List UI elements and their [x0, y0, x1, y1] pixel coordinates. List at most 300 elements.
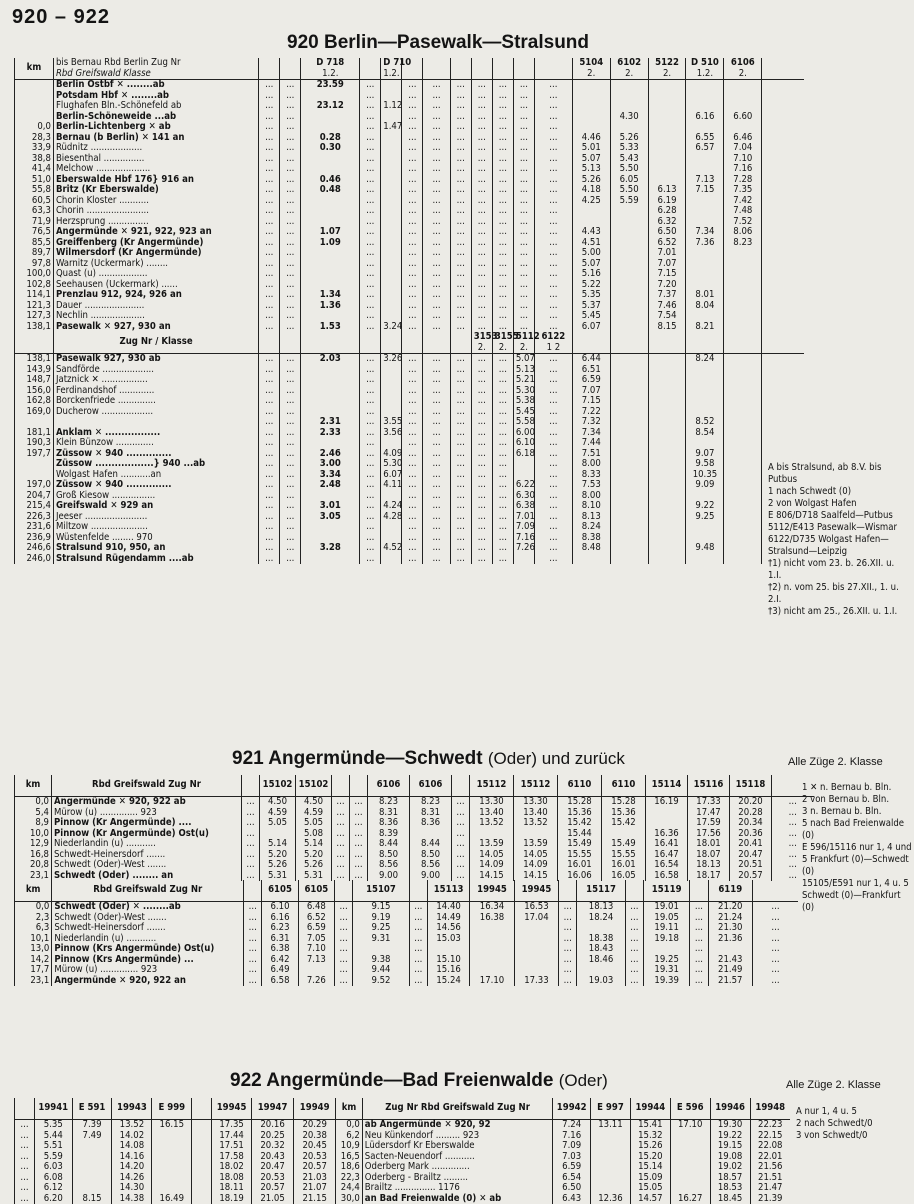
- time-cell: ...: [513, 311, 534, 322]
- time-cell: [724, 91, 762, 102]
- time-cell: ...: [259, 91, 280, 102]
- station-cell: Pasewalk ✕ 927, 930 an: [53, 322, 258, 333]
- time-cell: 8.31: [410, 808, 452, 819]
- time-cell: ...: [259, 269, 280, 280]
- time-cell: ...: [471, 543, 492, 554]
- time-cell: [724, 438, 762, 449]
- station-cell: Anklam ✕ .................: [53, 428, 258, 439]
- time-cell: [648, 396, 686, 407]
- time-cell: 5.20: [296, 850, 332, 861]
- time-cell: ...: [471, 533, 492, 544]
- station-cell: Pinnow (Krs Angermünde) ...: [52, 955, 244, 966]
- time-cell: [301, 522, 360, 533]
- table-921-title: [232, 748, 625, 770]
- time-cell: ...: [471, 269, 492, 280]
- time-cell: 7.54: [648, 311, 686, 322]
- train-class: 2.: [651, 69, 684, 80]
- time-cell: 15.05: [630, 1183, 670, 1194]
- time-cell: [572, 101, 610, 112]
- timetable-row: [15, 438, 805, 449]
- time-cell: ...: [450, 470, 471, 481]
- time-cell: ...: [450, 280, 471, 291]
- time-cell: [610, 459, 648, 470]
- time-cell: 16.34: [470, 902, 514, 913]
- time-cell: 6.48: [298, 902, 334, 913]
- train-number-cell: [492, 58, 513, 80]
- time-cell: ...: [513, 91, 534, 102]
- train-number-cell: [559, 880, 577, 902]
- time-cell: ...: [280, 407, 301, 418]
- km-cell: 28,3: [15, 133, 54, 144]
- time-cell: ...: [559, 934, 577, 945]
- station-cell: Herzsprung ...............: [53, 217, 258, 228]
- time-cell: ...: [280, 206, 301, 217]
- time-cell: 16.27: [670, 1194, 710, 1204]
- time-cell: [301, 122, 360, 133]
- time-cell: ...: [242, 850, 260, 861]
- time-cell: 8.36: [410, 818, 452, 829]
- train-number-cell: 15118: [730, 775, 772, 797]
- time-cell: [724, 259, 762, 270]
- time-cell: ...: [450, 365, 471, 376]
- time-cell: [610, 396, 648, 407]
- time-cell: ...: [360, 227, 381, 238]
- time-cell: ...: [360, 80, 381, 91]
- time-cell: ...: [625, 934, 643, 945]
- time-cell: ...: [360, 470, 381, 481]
- station-cell: [53, 417, 258, 428]
- time-cell: 1.36: [301, 301, 360, 312]
- time-cell: ...: [280, 280, 301, 291]
- time-cell: 13.52: [514, 818, 558, 829]
- time-cell: [572, 206, 610, 217]
- time-cell: 14.09: [514, 860, 558, 871]
- time-cell: [610, 470, 648, 481]
- km-cell: 121,3: [15, 301, 54, 312]
- km-cell: 63,3: [15, 206, 54, 217]
- time-cell: ...: [360, 491, 381, 502]
- time-cell: [152, 1152, 192, 1163]
- time-cell: [610, 449, 648, 460]
- km-cell: 12,9: [15, 839, 52, 850]
- train-number-cell: [686, 58, 724, 80]
- time-cell: [152, 1141, 192, 1152]
- km-cell: 17,7: [15, 965, 52, 976]
- time-cell: 9.48: [686, 543, 724, 554]
- time-cell: [381, 185, 402, 196]
- time-cell: ...: [513, 217, 534, 228]
- time-cell: [381, 522, 402, 533]
- time-cell: ...: [450, 438, 471, 449]
- train-number-cell: 19945: [470, 880, 514, 902]
- time-cell: ...: [423, 143, 450, 154]
- time-cell: [762, 133, 804, 144]
- time-cell: ...: [409, 902, 427, 913]
- time-cell: ...: [280, 248, 301, 259]
- time-cell: ...: [450, 217, 471, 228]
- time-cell: 6.43: [553, 1194, 591, 1204]
- time-cell: [572, 80, 610, 91]
- time-cell: 7.51: [572, 449, 610, 460]
- time-cell: ...: [423, 217, 450, 228]
- time-cell: [610, 217, 648, 228]
- time-cell: 5.08: [296, 829, 332, 840]
- station-cell: Schwedt (Oder) ✕ ........ab: [52, 902, 244, 913]
- time-cell: 19.05: [643, 913, 689, 924]
- time-cell: ...: [259, 290, 280, 301]
- time-cell: ...: [402, 311, 423, 322]
- time-cell: ...: [492, 396, 513, 407]
- time-cell: 1.12: [381, 101, 402, 112]
- time-cell: [610, 543, 648, 554]
- time-cell: ...: [625, 902, 643, 913]
- time-cell: ...: [534, 438, 572, 449]
- station-cell: Chorin .......................: [53, 206, 258, 217]
- time-cell: ...: [471, 322, 492, 333]
- time-cell: 16.19: [646, 797, 688, 808]
- time-cell: 3.26: [381, 354, 402, 365]
- time-cell: [724, 375, 762, 386]
- table-922-title-tail: (Oder): [559, 1071, 608, 1090]
- time-cell: ...: [335, 955, 353, 966]
- time-cell: 8.44: [410, 839, 452, 850]
- station-cell: Schwedt (Oder)-West .......: [52, 913, 244, 924]
- time-cell: [470, 944, 514, 955]
- train-number-cell: [402, 332, 423, 354]
- time-cell: ...: [452, 829, 470, 840]
- time-cell: 8.00: [572, 491, 610, 502]
- station-cell: Pasewalk 927, 930 ab: [53, 354, 258, 365]
- time-cell: ...: [402, 206, 423, 217]
- time-cell: ...: [559, 902, 577, 913]
- time-cell: [724, 122, 762, 133]
- time-cell: ...: [259, 396, 280, 407]
- time-cell: ...: [402, 217, 423, 228]
- timetable-row: [15, 1120, 791, 1131]
- time-cell: ...: [450, 101, 471, 112]
- km-cell: [15, 417, 54, 428]
- timetable-row: [15, 290, 805, 301]
- km-cell: 6,2: [336, 1131, 363, 1142]
- time-cell: 14.56: [427, 923, 469, 934]
- spacer: ...: [15, 1120, 35, 1131]
- time-cell: ...: [450, 112, 471, 123]
- train-number-cell: [423, 332, 450, 354]
- station-cell: Melchow ....................: [53, 164, 258, 175]
- time-cell: ...: [423, 227, 450, 238]
- time-cell: ...: [402, 533, 423, 544]
- time-cell: ...: [471, 396, 492, 407]
- time-cell: ...: [492, 512, 513, 523]
- train-number-cell: [534, 332, 572, 354]
- time-cell: 6.16: [686, 112, 724, 123]
- time-cell: ...: [534, 269, 572, 280]
- km-cell: 190,3: [15, 438, 54, 449]
- km-cell: 231,6: [15, 522, 54, 533]
- time-cell: [381, 554, 402, 565]
- time-cell: ...: [332, 871, 350, 882]
- time-cell: ...: [471, 449, 492, 460]
- train-number-cell: [471, 58, 492, 80]
- time-cell: [648, 459, 686, 470]
- time-cell: 3.05: [301, 512, 360, 523]
- time-cell: 5.07: [572, 154, 610, 165]
- station-cell: Schwedt (Oder)-West .......: [52, 860, 242, 871]
- time-cell: 14.38: [112, 1194, 152, 1204]
- time-cell: 20.57: [730, 871, 772, 882]
- time-cell: 5.30: [381, 459, 402, 470]
- time-cell: [610, 533, 648, 544]
- time-cell: [610, 322, 648, 333]
- train-number-cell: 6119: [708, 880, 752, 902]
- time-cell: ...: [360, 407, 381, 418]
- time-cell: ...: [423, 375, 450, 386]
- time-cell: 8.23: [368, 797, 410, 808]
- timetable-921-return: [14, 880, 798, 986]
- time-cell: [381, 133, 402, 144]
- time-cell: 4.52: [381, 543, 402, 554]
- footnote: A bis Stralsund, ab 8.V. bis Putbus: [768, 462, 908, 486]
- time-cell: ...: [280, 322, 301, 333]
- time-cell: [591, 1173, 631, 1184]
- time-cell: ...: [513, 227, 534, 238]
- time-cell: 18.24: [577, 913, 625, 924]
- time-cell: ...: [402, 227, 423, 238]
- time-cell: ...: [423, 301, 450, 312]
- time-cell: ...: [409, 944, 427, 955]
- time-cell: 2.03: [301, 354, 360, 365]
- time-cell: ...: [752, 923, 798, 934]
- station-cell: Berlin-Schöneweide ...ab: [53, 112, 258, 123]
- time-cell: ...: [423, 354, 450, 365]
- time-cell: ...: [450, 375, 471, 386]
- time-cell: [513, 459, 534, 470]
- time-cell: ...: [259, 259, 280, 270]
- timetable-row: [15, 206, 805, 217]
- time-cell: ...: [492, 554, 513, 565]
- train-number-cell: 19947: [252, 1098, 294, 1120]
- station-cell: Klein Bünzow ..............: [53, 438, 258, 449]
- time-cell: 9.58: [686, 459, 724, 470]
- time-cell: 8.52: [686, 417, 724, 428]
- time-cell: ...: [259, 248, 280, 259]
- time-cell: [762, 101, 804, 112]
- km-cell: 169,0: [15, 407, 54, 418]
- time-cell: ...: [690, 944, 708, 955]
- time-cell: 19.08: [710, 1152, 750, 1163]
- time-cell: 16.05: [602, 871, 646, 882]
- time-cell: 6.54: [553, 1173, 591, 1184]
- time-cell: ...: [409, 955, 427, 966]
- time-cell: 4.18: [572, 185, 610, 196]
- time-cell: ...: [360, 143, 381, 154]
- time-cell: ...: [259, 386, 280, 397]
- time-cell: ...: [492, 154, 513, 165]
- time-cell: 3.00: [301, 459, 360, 470]
- time-cell: ...: [534, 80, 572, 91]
- time-cell: ...: [471, 175, 492, 186]
- time-cell: ...: [534, 280, 572, 291]
- time-cell: ...: [534, 375, 572, 386]
- time-cell: [686, 375, 724, 386]
- train-number-cell: [381, 332, 402, 354]
- time-cell: ...: [450, 543, 471, 554]
- train-number-cell: 15102: [296, 775, 332, 797]
- train-number-cell: E 596: [670, 1098, 710, 1120]
- time-cell: ...: [471, 80, 492, 91]
- time-cell: ...: [402, 175, 423, 186]
- time-cell: ...: [534, 322, 572, 333]
- time-cell: 17.51: [212, 1141, 252, 1152]
- time-cell: 23.12: [301, 101, 360, 112]
- train-number-cell: 19942: [553, 1098, 591, 1120]
- time-cell: 18.11: [212, 1183, 252, 1194]
- time-cell: 13.40: [514, 808, 558, 819]
- time-cell: 15.32: [630, 1131, 670, 1142]
- time-cell: 18.07: [688, 850, 730, 861]
- time-cell: [610, 554, 648, 565]
- time-cell: ...: [360, 311, 381, 322]
- time-cell: ...: [360, 206, 381, 217]
- time-cell: ...: [492, 185, 513, 196]
- time-cell: 15.42: [558, 818, 602, 829]
- time-cell: [572, 122, 610, 133]
- train-number-cell: 6105: [298, 880, 334, 902]
- time-cell: ...: [244, 944, 262, 955]
- time-cell: ...: [402, 248, 423, 259]
- time-cell: 15.16: [427, 965, 469, 976]
- time-cell: 9.52: [353, 976, 410, 987]
- time-cell: ...: [350, 829, 368, 840]
- time-cell: 7.32: [572, 417, 610, 428]
- time-cell: 8.24: [572, 522, 610, 533]
- time-cell: 3.01: [301, 501, 360, 512]
- time-cell: [686, 91, 724, 102]
- time-cell: ...: [259, 217, 280, 228]
- time-cell: 7.46: [648, 301, 686, 312]
- time-cell: 8.23: [724, 238, 762, 249]
- time-cell: ...: [492, 491, 513, 502]
- time-cell: [577, 923, 625, 934]
- time-cell: 17.58: [212, 1152, 252, 1163]
- time-cell: ...: [772, 871, 814, 882]
- time-cell: 1.09: [301, 238, 360, 249]
- time-cell: ...: [471, 365, 492, 376]
- time-cell: ...: [360, 449, 381, 460]
- rbd-berlin-label: bis Bernau Rbd Berlin Zug Nr: [56, 58, 256, 69]
- km-cell: 143,9: [15, 365, 54, 376]
- time-cell: ...: [335, 923, 353, 934]
- time-cell: 6.10: [513, 438, 534, 449]
- time-cell: 15.09: [630, 1173, 670, 1184]
- time-cell: ...: [450, 449, 471, 460]
- station-cell: Angermünde ✕ 920, 922 an: [52, 976, 244, 987]
- time-cell: 14.20: [112, 1162, 152, 1173]
- time-cell: ...: [280, 375, 301, 386]
- time-cell: 13.30: [470, 797, 514, 808]
- time-cell: 16.49: [152, 1194, 192, 1204]
- time-cell: ...: [259, 459, 280, 470]
- time-cell: 15.10: [427, 955, 469, 966]
- km-cell: 33,9: [15, 143, 54, 154]
- time-cell: 21.03: [294, 1173, 336, 1184]
- time-cell: ...: [423, 470, 450, 481]
- time-cell: ...: [513, 259, 534, 270]
- time-cell: [762, 175, 804, 186]
- station-cell: Niederlandin (u) ...........: [52, 934, 244, 945]
- time-cell: ...: [280, 365, 301, 376]
- time-cell: ...: [450, 248, 471, 259]
- time-cell: ...: [259, 522, 280, 533]
- time-cell: ...: [280, 217, 301, 228]
- time-cell: ...: [280, 259, 301, 270]
- time-cell: [192, 1173, 212, 1184]
- time-cell: 7.49: [72, 1131, 112, 1142]
- time-cell: 17.10: [470, 976, 514, 987]
- time-cell: 20.16: [252, 1120, 294, 1131]
- time-cell: ...: [492, 322, 513, 333]
- time-cell: 8.04: [686, 301, 724, 312]
- km-cell: 30,0: [336, 1194, 363, 1204]
- time-cell: ...: [332, 797, 350, 808]
- time-cell: ...: [360, 522, 381, 533]
- timetable-row: [15, 860, 814, 871]
- time-cell: ...: [242, 818, 260, 829]
- time-cell: ...: [360, 554, 381, 565]
- time-cell: [762, 311, 804, 322]
- train-number-cell: 6110: [602, 775, 646, 797]
- time-cell: [686, 122, 724, 133]
- time-cell: [301, 311, 360, 322]
- time-cell: ...: [402, 522, 423, 533]
- km-cell: 148,7: [15, 375, 54, 386]
- time-cell: ...: [402, 417, 423, 428]
- time-cell: 8.13: [572, 512, 610, 523]
- time-cell: [686, 248, 724, 259]
- time-cell: 5.51: [34, 1141, 72, 1152]
- train-number-cell: [350, 775, 368, 797]
- time-cell: 5.58: [513, 417, 534, 428]
- time-cell: 6.55: [686, 133, 724, 144]
- time-cell: ...: [492, 428, 513, 439]
- time-cell: [648, 375, 686, 386]
- time-cell: 15.55: [602, 850, 646, 861]
- time-cell: ...: [360, 112, 381, 123]
- time-cell: ...: [360, 301, 381, 312]
- time-cell: 9.09: [686, 480, 724, 491]
- time-cell: 14.08: [112, 1141, 152, 1152]
- time-cell: ...: [534, 154, 572, 165]
- time-cell: ...: [625, 913, 643, 924]
- time-cell: ...: [259, 365, 280, 376]
- time-cell: ...: [335, 976, 353, 987]
- km-cell: [15, 459, 54, 470]
- time-cell: ...: [534, 185, 572, 196]
- time-cell: ...: [423, 449, 450, 460]
- km-cell: 215,4: [15, 501, 54, 512]
- train-number: 6102: [613, 58, 646, 69]
- time-cell: ...: [280, 301, 301, 312]
- train-number-cell: E 997: [591, 1098, 631, 1120]
- time-cell: [470, 955, 514, 966]
- time-cell: [514, 955, 558, 966]
- time-cell: 20.47: [730, 850, 772, 861]
- station-cell: Dauer ......................: [53, 301, 258, 312]
- time-cell: [762, 354, 804, 365]
- time-cell: 7.53: [572, 480, 610, 491]
- time-cell: ...: [259, 301, 280, 312]
- time-cell: [514, 934, 558, 945]
